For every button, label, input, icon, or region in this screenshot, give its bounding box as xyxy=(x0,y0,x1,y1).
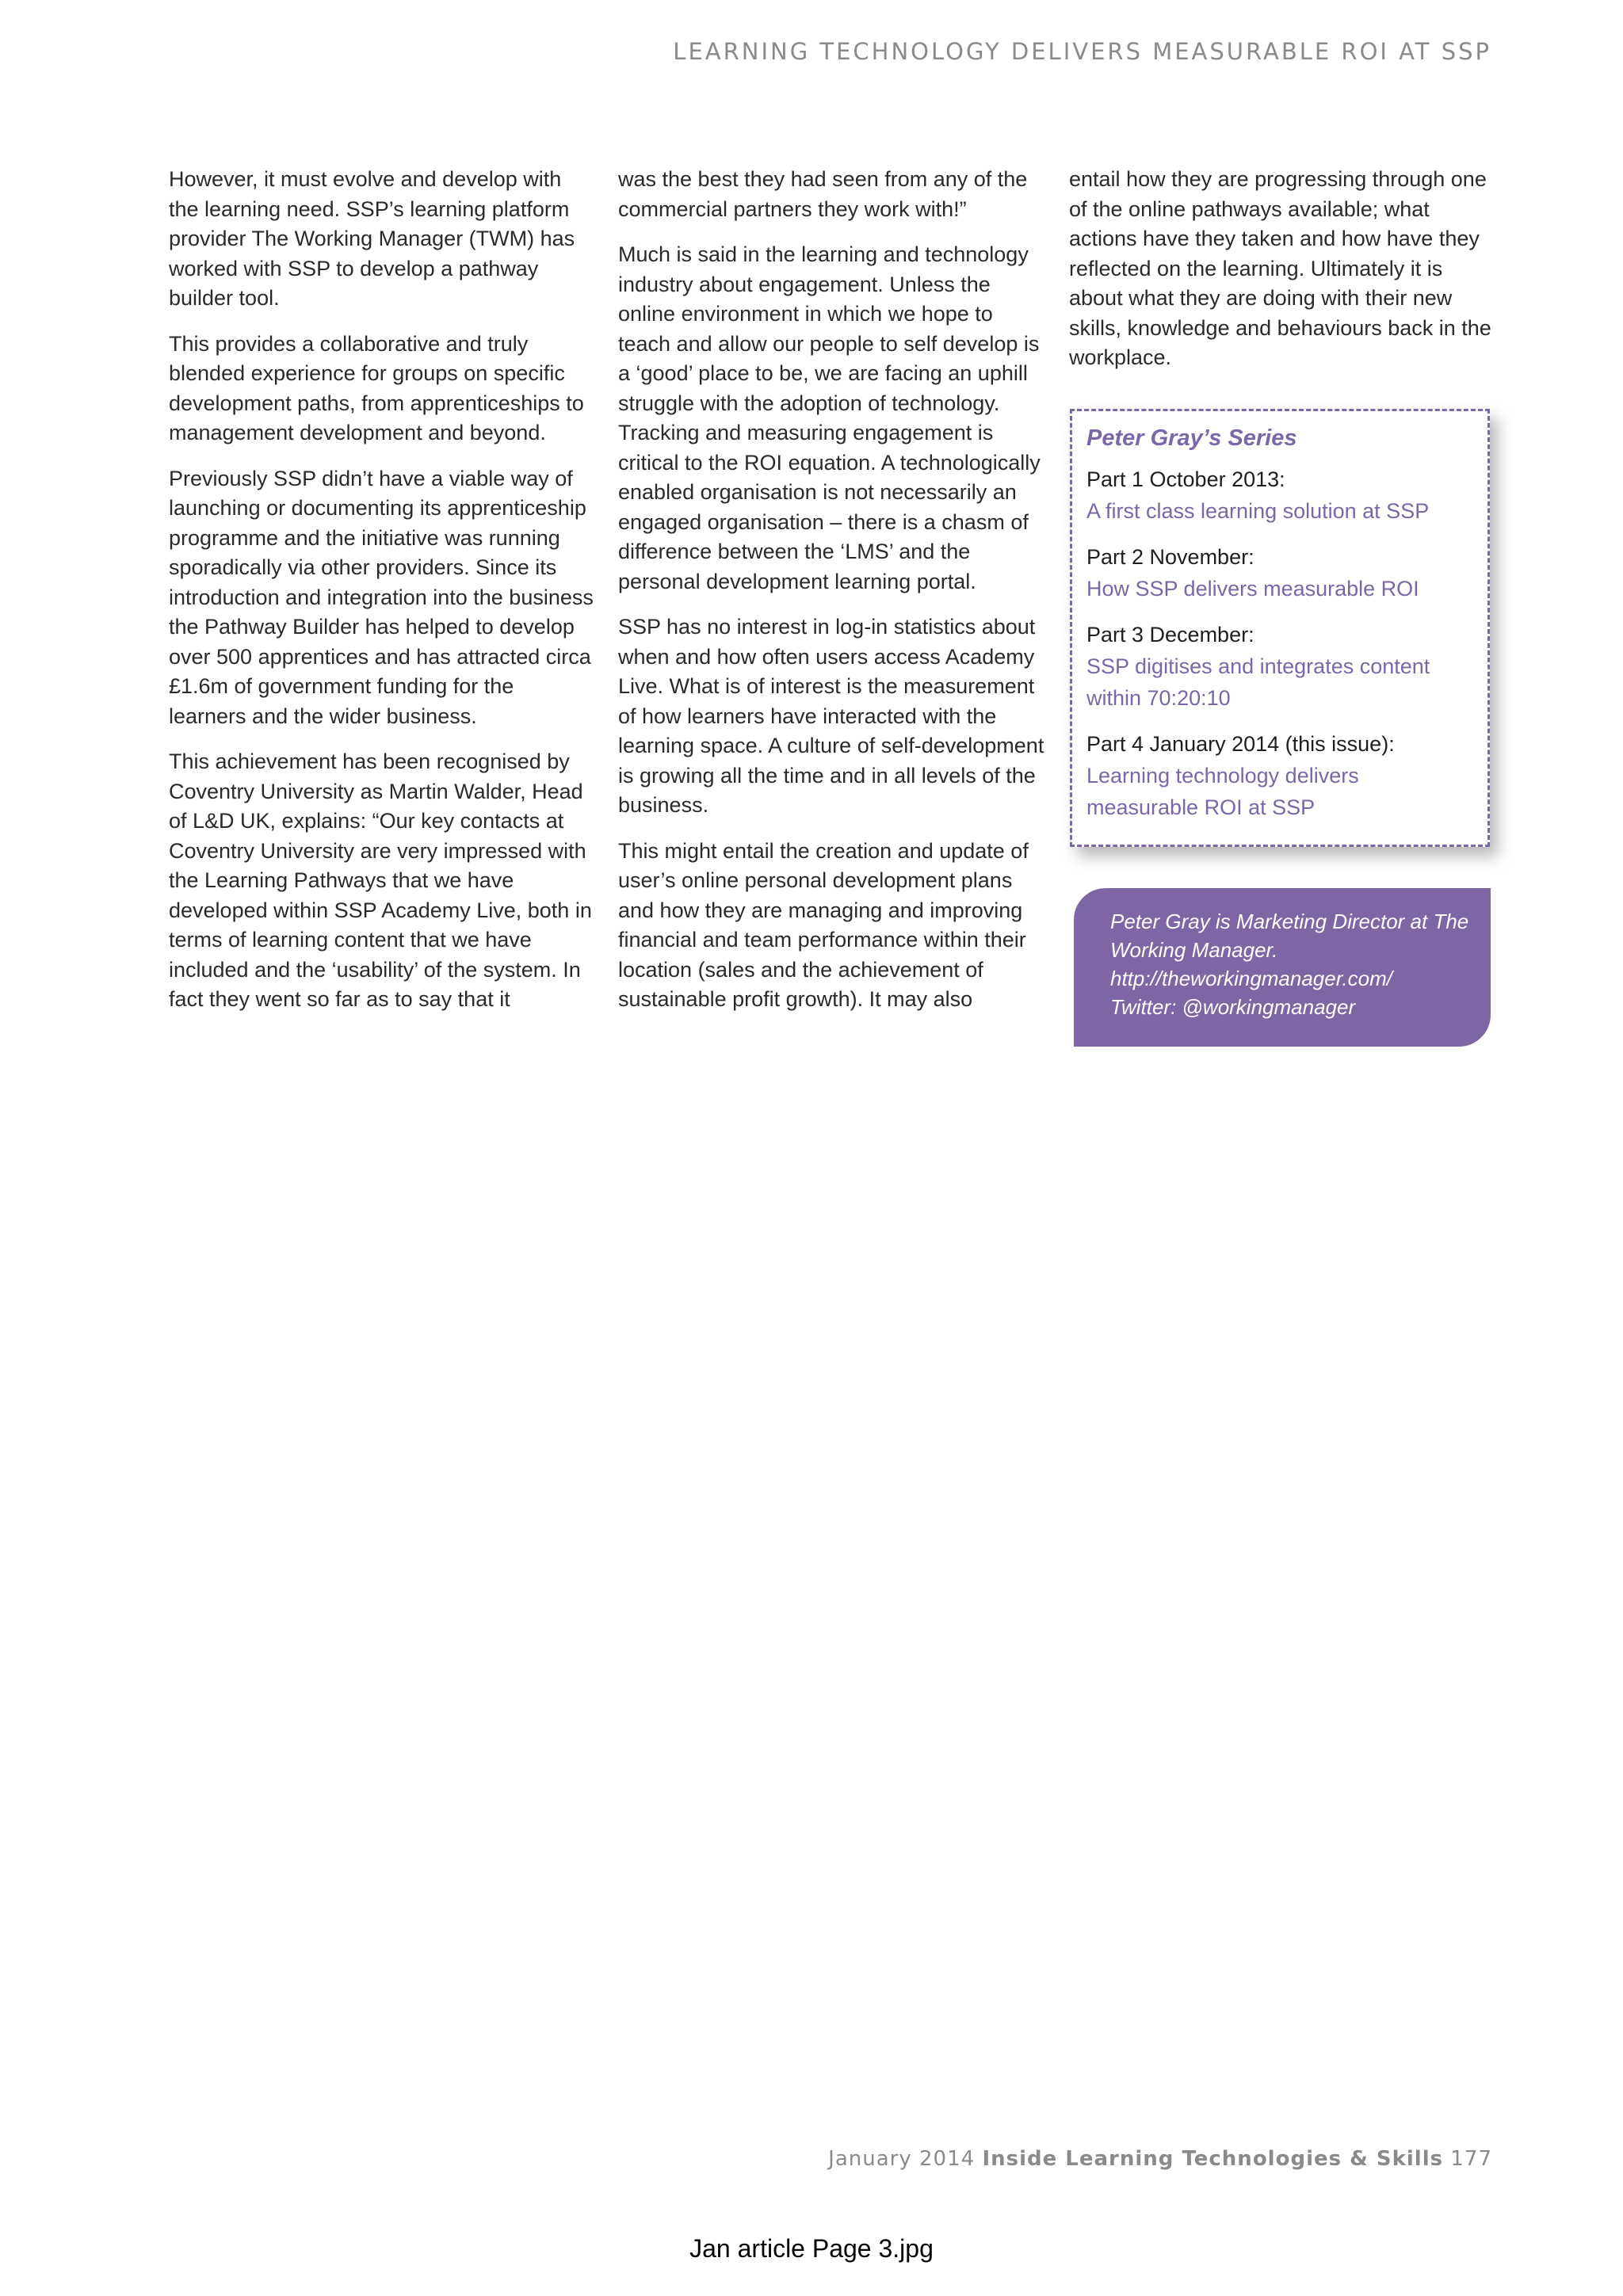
author-website-link[interactable]: http://theworkingmanager.com/ xyxy=(1110,967,1392,990)
series-part-title: How SSP delivers measurable ROI xyxy=(1086,577,1419,601)
footer-date: January 2014 xyxy=(828,2147,976,2171)
running-head: LEARNING TECHNOLOGY DELIVERS MEASURABLE ROI AT SSP xyxy=(673,38,1491,65)
series-sidebar-box xyxy=(1070,409,1490,847)
series-part-heading: Part 4 January 2014 (this issue): xyxy=(1086,732,1395,756)
series-part-title: SSP digitises and integrates content within 70:20:10 xyxy=(1086,654,1430,710)
paragraph: SSP has no interest in log-in statistics about when and how often users access Academy Live. What is of interest is the measurement of how learners have interacted with the learning space. A culture of self-development is growing all the time and in all levels of the business. xyxy=(618,615,1044,817)
footer-publication-name: Inside Learning Technologies & Skills xyxy=(982,2147,1444,2171)
page-footer xyxy=(828,2147,1492,2171)
series-part xyxy=(1086,541,1473,605)
author-bio-line: Peter Gray is Marketing Director at The xyxy=(1110,910,1469,933)
author-bio-box xyxy=(1074,888,1491,1047)
paragraph: However, it must evolve and develop with the learning need. SSP’s learning platform provider The Working Manager (TWM) has worked with SSP to develop a pathway builder tool. xyxy=(169,167,575,310)
article-column-2 xyxy=(618,165,1046,1031)
series-part-title: A first class learning solution at SSP xyxy=(1086,499,1430,523)
series-part-title: Learning technology delivers measurable ROI at SSP xyxy=(1086,764,1359,819)
paragraph: Previously SSP didn’t have a viable way of launching or documenting its apprenticeship programme and the initiative was running sporadically via other providers. Since its introduction and integration into the business the Pathway Builder has helped to develop over 500 apprentices and has attracted circa £1.6m of government funding for the learners and the wider business. xyxy=(169,466,594,728)
article-column-3 xyxy=(1069,165,1497,389)
series-part-heading: Part 1 October 2013: xyxy=(1086,467,1285,491)
paragraph: was the best they had seen from any of the commercial partners they work with!” xyxy=(618,167,1028,221)
author-bio-line: Working Manager. xyxy=(1110,938,1278,962)
article-column-1 xyxy=(169,165,597,1031)
series-part xyxy=(1086,619,1473,714)
image-caption: Jan article Page 3.jpg xyxy=(689,2234,934,2263)
paragraph: Much is said in the learning and technology industry about engagement. Unless the online environment in which we hope to teach and allow our people to self develop is a ‘good’ place to be, we are facing an uphill struggle with the adoption of technology. Tracking and measuring engagement is critical to the ROI equation. A technologically enabled organisation is not necessarily an engaged organisation – there is a chasm of difference between the ‘LMS’ and the personal development learning portal. xyxy=(618,242,1041,593)
author-twitter-handle: Twitter: @workingmanager xyxy=(1110,995,1356,1019)
footer-page-number: 177 xyxy=(1450,2147,1492,2171)
paragraph: This provides a collaborative and truly blended experience for groups on specific development paths, from apprenticeships to management development and beyond. xyxy=(169,331,584,444)
series-part-heading: Part 3 December: xyxy=(1086,623,1254,646)
series-part xyxy=(1086,728,1473,823)
paragraph: This might entail the creation and update of user’s online personal development plans and how they are managing and improving financial and team performance within their location (sales and the achievement of sustainable profit growth). It may also xyxy=(618,838,1029,1011)
series-part xyxy=(1086,463,1473,527)
paragraph: entail how they are progressing through one of the online pathways available; what actions have they taken and how have they reflected on the learning. Ultimately it is about what they are doing with their new skills, knowledge and behaviours back in the workplace. xyxy=(1069,167,1491,369)
series-part-heading: Part 2 November: xyxy=(1086,545,1254,569)
series-title: Peter Gray’s Series xyxy=(1086,425,1297,451)
paragraph: This achievement has been recognised by Coventry University as Martin Walder, Head of L&D UK, explains: “Our key contacts at Coventry University are very impressed with the Learning Pathways that we have developed within SSP Academy Live, both in terms of learning content that we have included and the ‘usability’ of the system. In fact they went so far as to say that it xyxy=(169,749,592,1011)
